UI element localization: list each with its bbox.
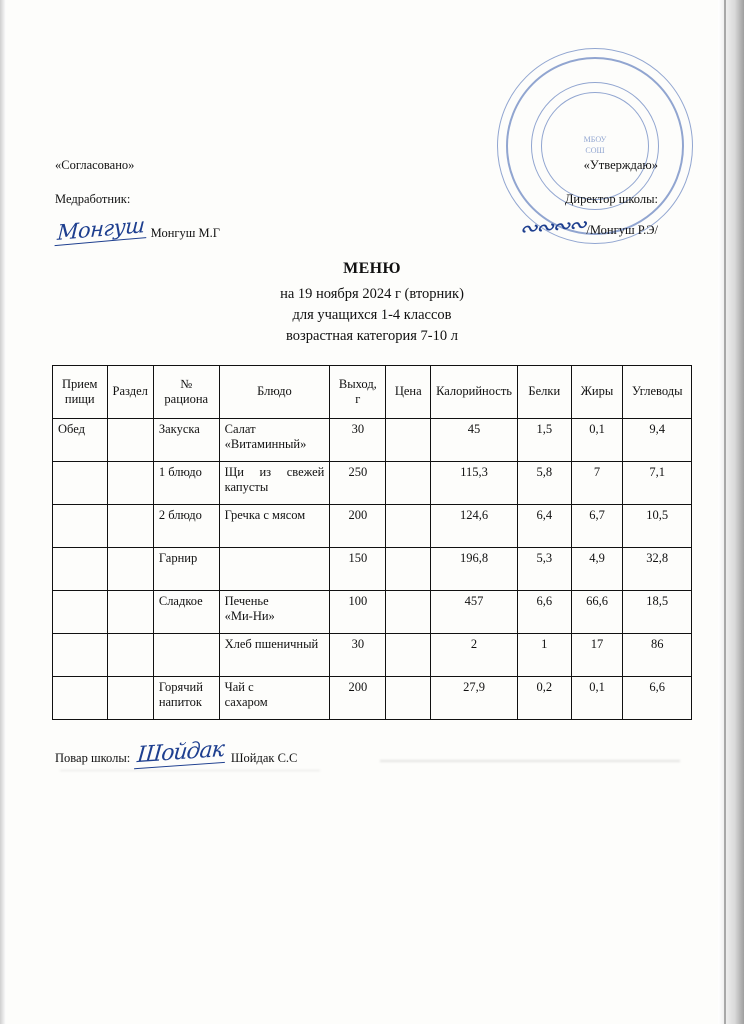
cell-carbs: 86 (623, 634, 692, 677)
cell-output: 250 (330, 462, 386, 505)
subtitle-age: возрастная категория 7-10 л (286, 328, 458, 345)
cell-meal (53, 548, 108, 591)
cell-dish: Хлеб пшеничный (219, 634, 330, 677)
table-row (53, 419, 692, 462)
cell-dish (219, 591, 330, 634)
header-section: Раздел (107, 366, 153, 419)
cell-meal (53, 462, 108, 505)
dish-line-2: сахаром (224, 695, 268, 710)
dish-line-1: Салат (224, 422, 256, 436)
cell-price (386, 462, 431, 505)
table-row (53, 462, 692, 505)
ration-line-2: напиток (158, 695, 202, 710)
cell-output: 200 (330, 677, 386, 720)
header-calories: Калорийность (431, 366, 518, 419)
approval-right-label: «Утверждаю» (583, 158, 658, 172)
dish-line-2: «Ми-Ни» (224, 609, 275, 624)
cell-meal (53, 677, 108, 720)
cell-fats: 6,7 (571, 505, 623, 548)
cell-dish (219, 548, 330, 591)
header-carbs: Углеводы (623, 366, 692, 419)
header-fats: Жиры (571, 366, 623, 419)
cell-ration (153, 634, 219, 677)
header-proteins: Белки (518, 366, 572, 419)
cell-section (107, 591, 153, 634)
cell-fats: 0,1 (571, 419, 623, 462)
director-name: /Монгуш Р.Э/ (586, 223, 658, 237)
cell-section (107, 505, 153, 548)
medic-name: Монгуш М.Г (150, 226, 221, 240)
table-row (53, 505, 692, 548)
header-price: Цена (386, 366, 431, 419)
dish-line-2: капусты (224, 480, 269, 495)
cell-section (107, 462, 153, 505)
cell-ration: 2 блюдо (153, 505, 219, 548)
cell-calories: 457 (431, 591, 518, 634)
cell-ration (153, 677, 219, 720)
cell-carbs: 6,6 (623, 677, 692, 720)
table-row (53, 591, 692, 634)
dish-line-1: Печенье (224, 594, 269, 608)
cell-fats: 66,6 (571, 591, 623, 634)
cell-ration: Гарнир (153, 548, 219, 591)
cell-carbs: 32,8 (623, 548, 692, 591)
subtitle-class: для учащихся 1-4 классов (292, 307, 452, 324)
cell-meal: Обед (53, 419, 108, 462)
cell-calories: 45 (431, 419, 518, 462)
ration-line-1: Горячий (158, 680, 203, 694)
cell-output: 150 (330, 548, 386, 591)
cell-carbs: 10,5 (623, 505, 692, 548)
cell-section (107, 419, 153, 462)
cell-proteins: 5,8 (518, 462, 572, 505)
scan-edge-right (718, 0, 744, 1024)
cell-meal (53, 634, 108, 677)
cell-price (386, 634, 431, 677)
cell-fats: 4,9 (571, 548, 623, 591)
cell-section (107, 677, 153, 720)
cell-price (386, 419, 431, 462)
medic-label: Медработник: (55, 192, 131, 206)
dish-line-1: Чай с (224, 680, 254, 694)
cell-calories: 2 (431, 634, 518, 677)
cell-calories: 27,9 (431, 677, 518, 720)
dish-line-1: Щи из свежей (224, 465, 325, 479)
header-dish: Блюдо (219, 366, 330, 419)
cell-price (386, 548, 431, 591)
medic-signature-handwriting: Монгуш (55, 215, 148, 246)
footer-label: Повар школы: (55, 751, 131, 765)
header-output: Выход, г (330, 366, 386, 419)
cell-output: 30 (330, 634, 386, 677)
cell-fats: 7 (571, 462, 623, 505)
approval-block-right (517, 158, 658, 243)
cell-dish (219, 462, 330, 505)
cell-section (107, 634, 153, 677)
table-header-row (53, 366, 692, 419)
table-row (53, 677, 692, 720)
cell-proteins: 5,3 (518, 548, 572, 591)
cell-ration: Закуска (153, 419, 219, 462)
cell-calories: 124,6 (431, 505, 518, 548)
cell-dish (219, 419, 330, 462)
medic-signature-row (55, 213, 221, 245)
page-title: МЕНЮ (343, 260, 401, 277)
cell-output: 100 (330, 591, 386, 634)
cell-output: 200 (330, 505, 386, 548)
cell-fats: 0,1 (571, 677, 623, 720)
scan-edge-left (0, 0, 6, 1024)
cell-ration: 1 блюдо (153, 462, 219, 505)
scan-smudge (380, 760, 680, 762)
page-subtitle (0, 284, 744, 347)
cell-meal (53, 505, 108, 548)
cell-price (386, 505, 431, 548)
stamp-center-text: МБОУ СОШ (583, 135, 607, 155)
cell-calories: 115,3 (431, 462, 518, 505)
cell-proteins: 0,2 (518, 677, 572, 720)
cook-name: Шойдак С.С (230, 751, 298, 765)
cell-dish (219, 677, 330, 720)
header-ration: № рациона (153, 366, 219, 419)
scan-smudge (60, 770, 320, 771)
cook-signature-block (55, 736, 298, 769)
cook-signature-handwriting: Шойдак (134, 739, 227, 770)
table-row (53, 548, 692, 591)
cell-proteins: 6,4 (518, 505, 572, 548)
cell-carbs: 7,1 (623, 462, 692, 505)
dish-line-2: «Витаминный» (224, 437, 307, 452)
approval-block-left (55, 158, 221, 245)
director-signature-row (517, 212, 658, 243)
cell-carbs: 9,4 (623, 419, 692, 462)
cell-carbs: 18,5 (623, 591, 692, 634)
cell-fats: 17 (571, 634, 623, 677)
cell-proteins: 6,6 (518, 591, 572, 634)
cell-proteins: 1 (518, 634, 572, 677)
subtitle-date: на 19 ноября 2024 г (вторник) (280, 286, 464, 302)
cell-ration: Сладкое (153, 591, 219, 634)
cell-meal (53, 591, 108, 634)
director-label: Директор школы: (564, 192, 658, 206)
cell-price (386, 591, 431, 634)
cell-dish: Гречка с мясом (219, 505, 330, 548)
approval-left-label: «Согласовано» (55, 158, 135, 172)
cell-price (386, 677, 431, 720)
cell-section (107, 548, 153, 591)
director-signature-handwriting: ∾∾∾∾ (517, 212, 586, 243)
menu-table (52, 365, 692, 720)
table-row (53, 634, 692, 677)
cell-output: 30 (330, 419, 386, 462)
header-meal: Прием пищи (53, 366, 108, 419)
cell-proteins: 1,5 (518, 419, 572, 462)
cell-calories: 196,8 (431, 548, 518, 591)
